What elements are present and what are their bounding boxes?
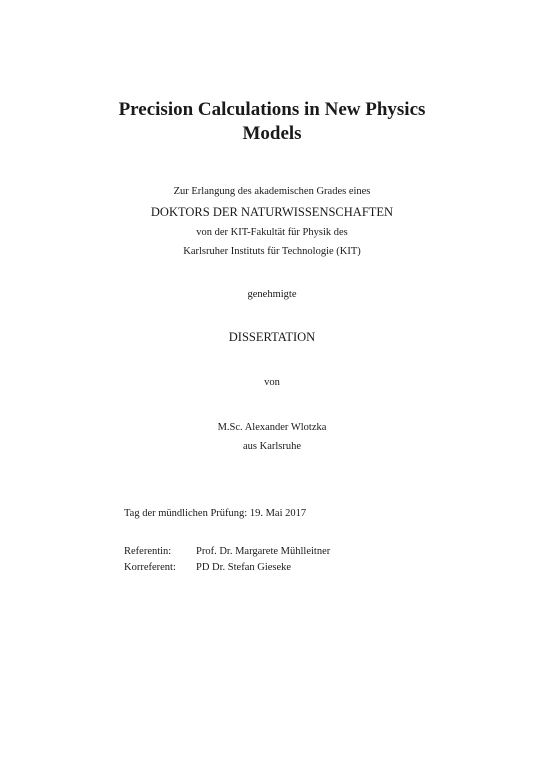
approved-label: genehmigte <box>247 289 297 300</box>
author-block <box>0 418 544 456</box>
degree-title: DOKTORS DER NATURWISSENSCHAFTEN <box>150 205 394 219</box>
degree-line-3: von der KIT-Fakultät für Physik des <box>196 227 348 238</box>
thesis-title-line-1: Precision Calculations in New Physics <box>118 99 426 120</box>
exam-date: Tag der mündlichen Prüfung: 19. Mai 2017 <box>124 508 307 519</box>
referee-name: Prof. Dr. Margarete Mühlleitner <box>196 546 331 557</box>
referee-row <box>124 560 330 576</box>
thesis-title <box>0 98 544 146</box>
degree-line-1: Zur Erlangung des akademischen Grades eines <box>173 186 371 197</box>
referee-role: Korreferent: <box>124 562 176 573</box>
author-name: M.Sc. Alexander Wlotzka <box>217 422 327 433</box>
thesis-title-line-2: Models <box>242 123 302 144</box>
degree-line-4: Karlsruher Instituts für Technologie (KIT) <box>183 246 361 257</box>
referee-row <box>124 544 330 560</box>
by-label: von <box>264 377 280 388</box>
author-origin: aus Karlsruhe <box>242 441 302 452</box>
referees-list <box>124 544 330 576</box>
referee-name: PD Dr. Stefan Gieseke <box>196 562 292 573</box>
referee-role: Referentin: <box>124 546 172 557</box>
document-type: DISSERTATION <box>228 330 316 344</box>
degree-statement <box>0 182 544 261</box>
